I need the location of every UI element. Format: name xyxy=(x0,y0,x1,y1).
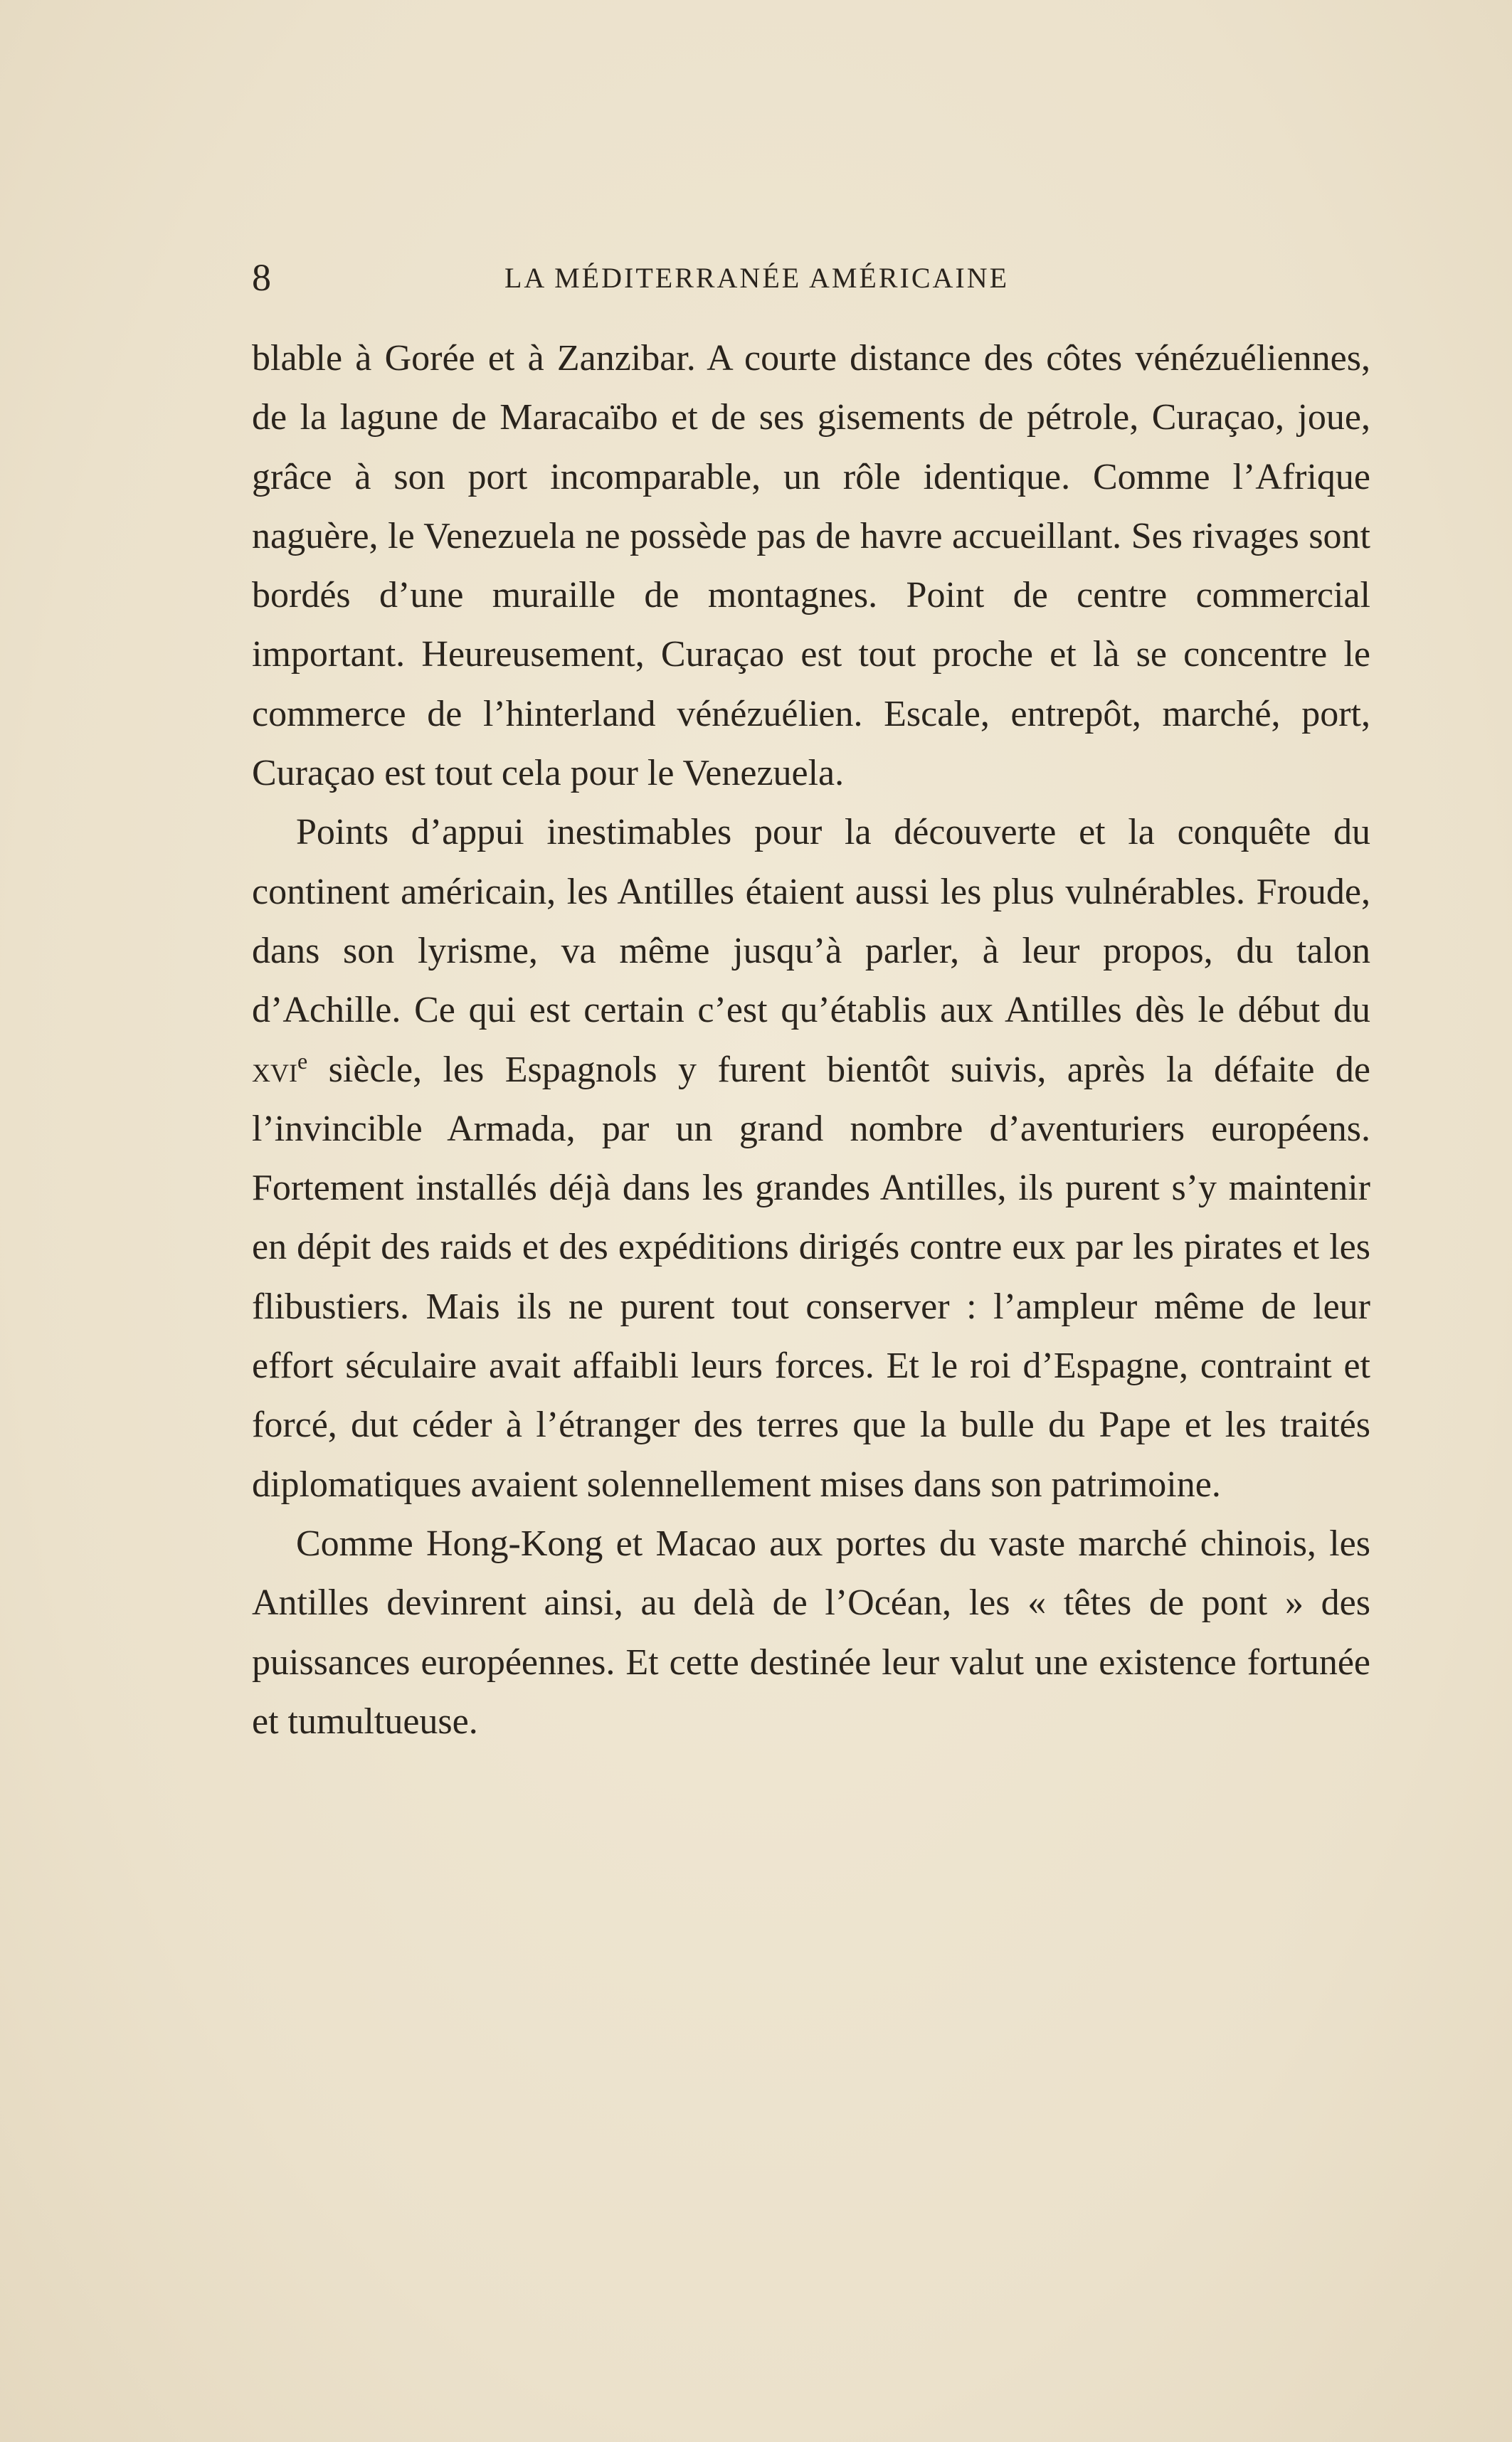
paragraph-2-text-after: siècle, les Espagnols y furent bientôt suivis, après la défaite de l’invincible Armada, par un grand nombre d’aventuriers européens. Fortement installés déjà dans les grandes Antilles, ils purent s’y maintenir en dépit des raids et des expéditions dirigés contre eux par les pirates et les flibustiers. Mais ils ne purent tout conserver : l’ampleur même de leur effort séculaire avait affaibli leurs forces. Et le roi d’Espagne, contraint et forcé, dut céder à l’étranger des terres que la bulle du Pape et les traités diplomatiques avaient solennellement mises dans son patrimoine. xyxy=(252,1049,1370,1505)
paragraph-2-text-before: Points d’appui inestimables pour la découverte et la conquête du continent américain, les Antilles étaient aussi les plus vulnérables. Froude, dans son lyrisme, va même jusqu’à parler, à leur propos, du talon d’Achille. Ce qui est certain c’est qu’établis aux Antilles dès le début du xyxy=(252,812,1370,1031)
paragraph-3: Comme Hong-Kong et Macao aux portes du vaste marché chinois, les Antilles devinrent ainsi, au delà de l’Océan, les « têtes de pont » des puissances européennes. Et cette destinée leur valut une existence fortunée et tumultueuse. xyxy=(252,1523,1370,1742)
century-superscript: e xyxy=(297,1047,308,1074)
page-number: 8 xyxy=(252,256,271,299)
body-text xyxy=(252,329,1370,1751)
running-title: LA MÉDITERRANÉE AMÉRICAINE xyxy=(504,262,1010,294)
paragraph-2 xyxy=(252,803,1370,1514)
page-header xyxy=(252,253,1376,302)
century-roman-numeral: xvi xyxy=(252,1049,297,1090)
paragraph-1: blable à Gorée et à Zanzibar. A courte distance des côtes vénézuéliennes, de la lagune de Maracaïbo et de ses gisements de pétrole, Curaçao, joue, grâce à son port incomparable, un rôle identique. Comme l’Afrique naguère, le Venezuela ne possède pas de havre accueillant. Ses rivages sont bordés d’une muraille de montagnes. Point de centre commercial important. Heureusement, Curaçao est tout proche et là se concentre le commerce de l’hinterland vénézuélien. Escale, entrepôt, marché, port, Curaçao est tout cela pour le Venezuela. xyxy=(252,338,1370,794)
